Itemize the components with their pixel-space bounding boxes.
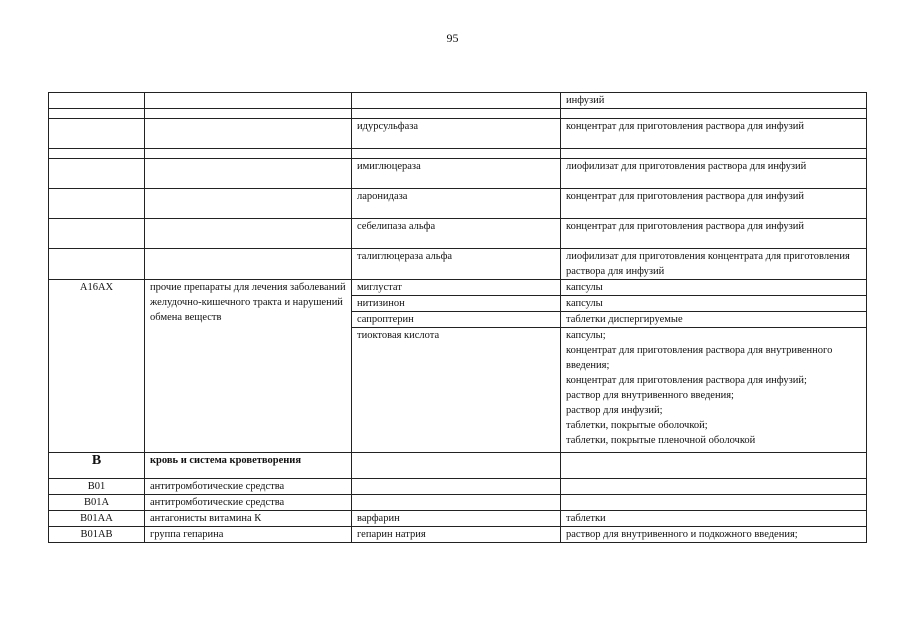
dosage-form-cell <box>561 109 867 119</box>
dosage-form-cell <box>561 453 867 479</box>
group-name-cell <box>145 149 352 159</box>
table-row <box>49 219 867 249</box>
dosage-form-cell: концентрат для приготовления раствора для инфузий <box>561 119 867 149</box>
atc-code-cell <box>49 189 145 219</box>
atc-code-cell: B01AB <box>49 527 145 543</box>
table-row <box>49 93 867 109</box>
dosage-form-cell: капсулы; концентрат для приготовления раствора для внутривенного введения; концентрат для приготовления раствора для инфузий; раствор для внутривенного введения; раствор для инфузий; таблетки, покрытые оболочкой; таблетки, покрытые пленочной оболочкой <box>561 328 867 453</box>
group-name-cell <box>145 219 352 249</box>
atc-code-cell: B01AA <box>49 511 145 527</box>
table-row <box>49 527 867 543</box>
group-name-cell: группа гепарина <box>145 527 352 543</box>
drug-name-cell <box>352 149 561 159</box>
drug-name-cell <box>352 109 561 119</box>
table-row <box>49 479 867 495</box>
atc-code-cell <box>49 249 145 280</box>
drug-name-cell <box>352 453 561 479</box>
drug-name-cell <box>352 495 561 511</box>
table-row <box>49 149 867 159</box>
group-name-cell: прочие препараты для лечения заболеваний желудочно-кишечного тракта и нарушений обмена веществ <box>145 280 352 453</box>
table-row <box>49 495 867 511</box>
dosage-form-cell: капсулы <box>561 280 867 296</box>
group-name-cell: кровь и система кроветворения <box>145 453 352 479</box>
group-name-cell <box>145 93 352 109</box>
table-row <box>49 280 867 296</box>
group-name-cell <box>145 109 352 119</box>
group-name-cell <box>145 159 352 189</box>
dosage-form-cell <box>561 149 867 159</box>
dosage-form-cell: раствор для внутривенного и подкожного введения; <box>561 527 867 543</box>
page-number: 95 <box>446 31 459 45</box>
table-row <box>49 159 867 189</box>
drug-name-cell: варфарин <box>352 511 561 527</box>
table-row <box>49 109 867 119</box>
drug-name-cell: имиглюцераза <box>352 159 561 189</box>
atc-code-cell: B <box>49 453 145 479</box>
group-name-cell: антагонисты витамина К <box>145 511 352 527</box>
atc-code-cell <box>49 93 145 109</box>
atc-code-cell: B01 <box>49 479 145 495</box>
dosage-form-cell: лиофилизат для приготовления раствора для инфузий <box>561 159 867 189</box>
drug-name-cell: сапроптерин <box>352 312 561 328</box>
drug-name-cell: ларонидаза <box>352 189 561 219</box>
dosage-form-cell: таблетки диспергируемые <box>561 312 867 328</box>
table-row <box>49 453 867 479</box>
atc-code-cell <box>49 149 145 159</box>
dosage-form-cell <box>561 495 867 511</box>
drug-name-cell: гепарин натрия <box>352 527 561 543</box>
drug-name-cell: миглустат <box>352 280 561 296</box>
drug-name-cell: талиглюцераза альфа <box>352 249 561 280</box>
dosage-form-cell: концентрат для приготовления раствора для инфузий <box>561 219 867 249</box>
group-name-cell <box>145 249 352 280</box>
dosage-form-cell: таблетки <box>561 511 867 527</box>
atc-code-cell: B01A <box>49 495 145 511</box>
atc-code-cell <box>49 219 145 249</box>
dosage-form-cell: концентрат для приготовления раствора для инфузий <box>561 189 867 219</box>
atc-code-cell <box>49 119 145 149</box>
drug-name-cell <box>352 93 561 109</box>
dosage-form-cell: капсулы <box>561 296 867 312</box>
dosage-form-cell: инфузий <box>561 93 867 109</box>
table-row <box>49 249 867 280</box>
drug-table <box>48 92 867 543</box>
drug-name-cell: себелипаза альфа <box>352 219 561 249</box>
table-row <box>49 189 867 219</box>
drug-name-cell: нитизинон <box>352 296 561 312</box>
atc-code-cell: A16AX <box>49 280 145 453</box>
dosage-form-cell: лиофилизат для приготовления концентрата для приготовления раствора для инфузий <box>561 249 867 280</box>
drug-name-cell: тиоктовая кислота <box>352 328 561 453</box>
group-name-cell: антитромботические средства <box>145 495 352 511</box>
drug-name-cell <box>352 479 561 495</box>
atc-code-cell <box>49 159 145 189</box>
table-row <box>49 119 867 149</box>
group-name-cell <box>145 189 352 219</box>
dosage-form-cell <box>561 479 867 495</box>
group-name-cell <box>145 119 352 149</box>
atc-code-cell <box>49 109 145 119</box>
group-name-cell: антитромботические средства <box>145 479 352 495</box>
drug-name-cell: идурсульфаза <box>352 119 561 149</box>
table-row <box>49 511 867 527</box>
